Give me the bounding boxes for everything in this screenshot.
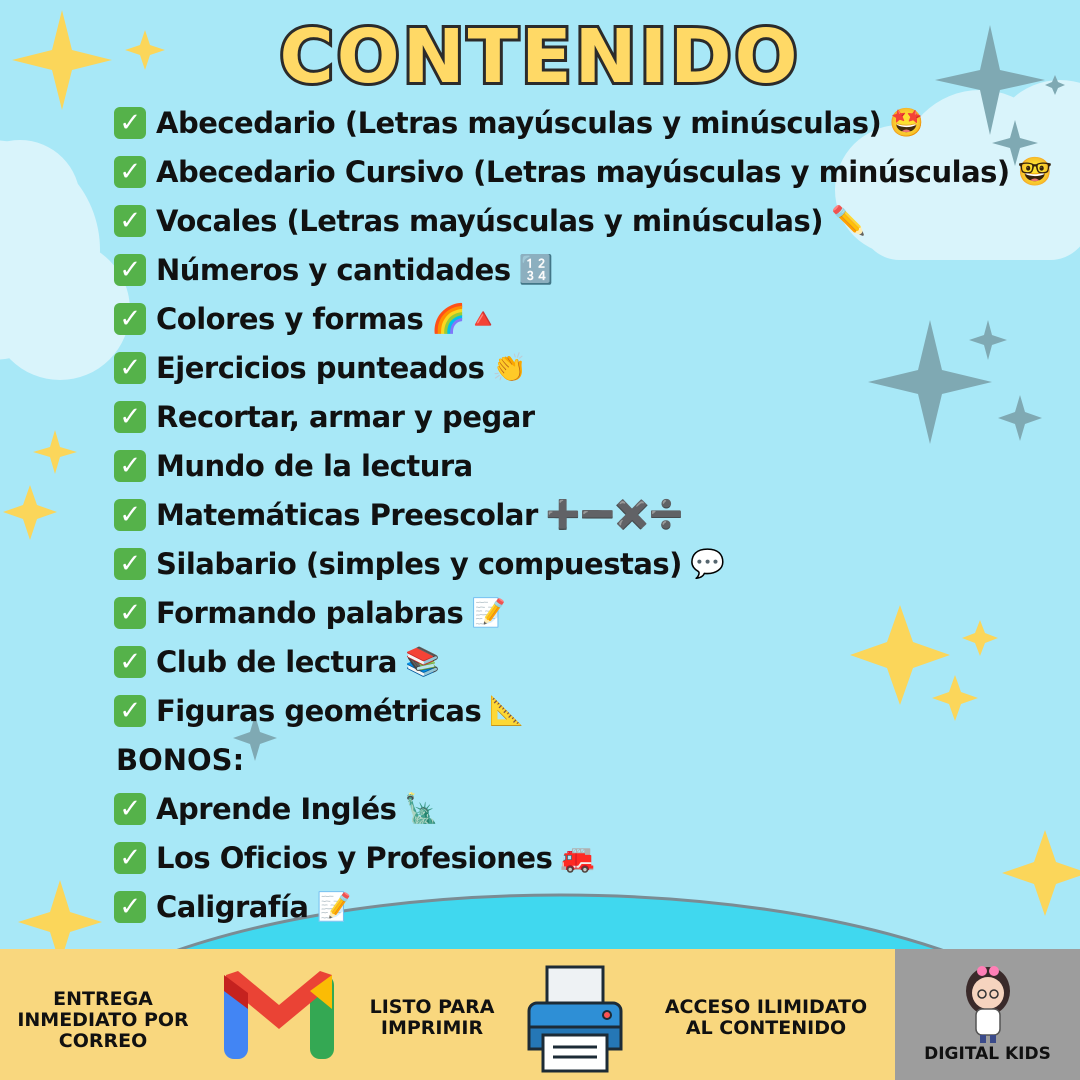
list-item-label: Figuras geométricas — [156, 693, 482, 728]
emoji-icon: ✏️ — [830, 204, 866, 237]
list-item — [114, 196, 1052, 245]
emoji-icon: 📝 — [471, 596, 506, 629]
emoji-icon: 📚 — [404, 645, 440, 678]
star-yellow — [3, 485, 57, 540]
list-item — [114, 637, 1052, 686]
check-mark-icon: ✓ — [114, 695, 146, 727]
emoji-icon: 📐 — [489, 694, 524, 727]
check-mark-icon: ✓ — [114, 842, 146, 874]
check-mark-icon: ✓ — [114, 352, 146, 384]
emoji-icon: 🤩 — [889, 106, 924, 139]
list-item-label: Abecedario Cursivo (Letras mayúsculas y minúsculas) — [156, 154, 1010, 189]
list-item-label: Aprende Inglés — [156, 791, 397, 826]
list-item-label: Números y cantidades — [156, 252, 511, 287]
list-item — [114, 539, 1052, 588]
emoji-icon: 🤓 — [1017, 155, 1053, 188]
gmail-icon — [220, 969, 338, 1061]
list-item — [114, 490, 1052, 539]
check-mark-icon: ✓ — [114, 107, 146, 139]
list-item-label: Abecedario (Letras mayúsculas y minúsculas) — [156, 105, 882, 140]
printer-icon — [525, 963, 625, 1075]
check-mark-icon: ✓ — [114, 156, 146, 188]
list-item-label: Club de lectura — [156, 644, 397, 679]
emoji-icon: 🌈🔺 — [431, 302, 501, 335]
emoji-icon: 💬 — [689, 547, 725, 580]
emoji-icon: 🗽 — [404, 792, 439, 825]
list-item — [114, 686, 1052, 735]
items-list — [114, 98, 1052, 735]
list-item-label: Recortar, armar y pegar — [156, 399, 535, 434]
list-item-label: Colores y formas — [156, 301, 424, 336]
list-item-label: Los Oficios y Profesiones — [156, 840, 553, 875]
emoji-icon: 🔢 — [518, 253, 553, 286]
check-mark-icon: ✓ — [114, 499, 146, 531]
cloud-left — [0, 140, 130, 380]
check-mark-icon: ✓ — [114, 646, 146, 678]
check-mark-icon: ✓ — [114, 254, 146, 286]
check-mark-icon: ✓ — [114, 548, 146, 580]
list-item — [114, 441, 1052, 490]
emoji-icon: ➕➖✖️➗ — [545, 498, 684, 531]
list-item — [114, 784, 1052, 833]
emoji-icon: 🚒 — [560, 841, 595, 874]
brand-name: DIGITAL KIDS — [924, 1044, 1051, 1064]
list-item-label: Ejercicios punteados — [156, 350, 485, 385]
list-item-label: Matemáticas Preescolar — [156, 497, 538, 532]
list-item — [114, 833, 1052, 882]
access-text: ACCESO ILIMIDATO AL CONTENIDO — [664, 996, 868, 1039]
check-mark-icon: ✓ — [114, 205, 146, 237]
list-item-label: Mundo de la lectura — [156, 448, 473, 483]
check-mark-icon: ✓ — [114, 891, 146, 923]
girl-avatar — [960, 963, 1016, 1043]
check-mark-icon: ✓ — [114, 303, 146, 335]
check-mark-icon: ✓ — [114, 401, 146, 433]
list-item-label: Silabario (simples y compuestas) — [156, 546, 682, 581]
list-item-label: Vocales (Letras mayúsculas y minúsculas) — [156, 203, 823, 238]
bonos-list — [114, 784, 1052, 931]
emoji-icon: 👏 — [492, 351, 527, 384]
delivery-text: ENTREGA INMEDIATO POR CORREO — [17, 988, 189, 1052]
list-item — [114, 392, 1052, 441]
list-item — [114, 882, 1052, 931]
print-text: LISTO PARA IMPRIMIR — [369, 996, 495, 1039]
check-mark-icon: ✓ — [114, 793, 146, 825]
check-mark-icon: ✓ — [114, 450, 146, 482]
list-item — [114, 343, 1052, 392]
list-item — [114, 245, 1052, 294]
list-item — [114, 147, 1052, 196]
content-list — [114, 98, 1052, 931]
list-item-label: Formando palabras — [156, 595, 464, 630]
footer-bar — [0, 949, 1080, 1080]
bonos-heading: BONOS: — [116, 742, 245, 777]
list-item — [114, 294, 1052, 343]
check-mark-icon: ✓ — [114, 597, 146, 629]
emoji-icon: 📝 — [316, 890, 351, 923]
list-item — [114, 588, 1052, 637]
list-item-label: Caligrafía — [156, 889, 309, 924]
page-title: CONTENIDO — [279, 14, 801, 100]
star-yellow — [33, 430, 77, 474]
list-item — [114, 98, 1052, 147]
